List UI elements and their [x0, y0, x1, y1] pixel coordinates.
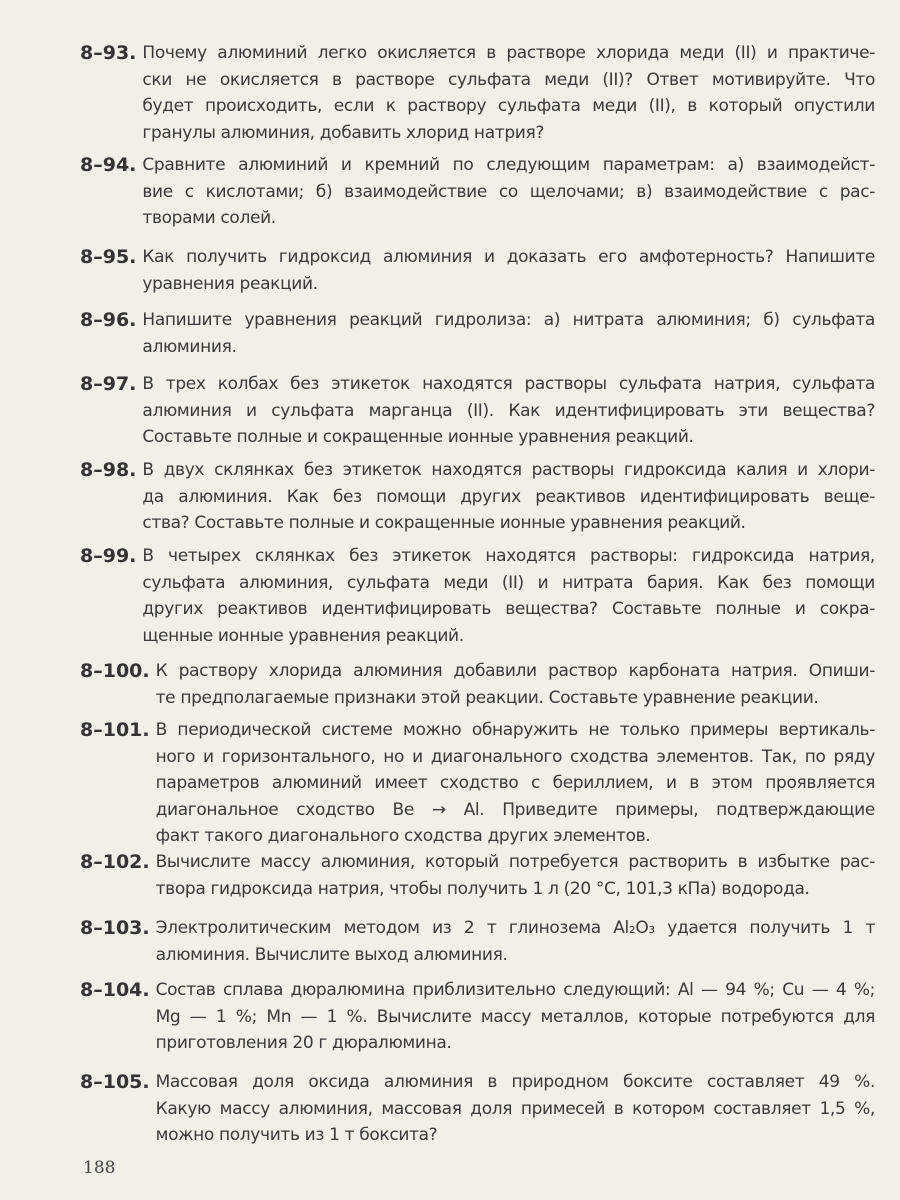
- text-line: Состав сплава дюралюмина приблизительно следующий: Al — 94 %; Cu — 4 %;: [155, 980, 875, 1000]
- problem-text: [142, 307, 875, 360]
- problem-895: [80, 244, 875, 297]
- text-line: В периодической системе можно обнаружить не только примеры вертикаль-: [155, 720, 875, 740]
- text-line: те предполагаемые признаки этой реакции. Составьте уравнение реакции.: [155, 687, 819, 708]
- text-line: Напишите уравнения реакций гидролиза: а) нитрата алюминия; б) сульфата: [142, 310, 875, 330]
- problem-number: 8–93.: [80, 42, 137, 64]
- problem-896: [80, 307, 875, 360]
- problem-8105: [80, 1069, 875, 1149]
- problem-893: [80, 40, 875, 146]
- problem-number: 8–94.: [80, 154, 137, 176]
- text-line: Mg — 1 %; Mn — 1 %. Вычислите массу металлов, которые потребуются для: [155, 1006, 875, 1027]
- problem-number: 8–99.: [80, 545, 137, 567]
- text-line: будет происходить, если к раствору сульфата меди (II), в который опустили: [142, 96, 875, 117]
- text-line: В двух склянках без этикеток находятся растворы гидроксида калия и хлори-: [142, 460, 875, 480]
- problem-number: 8–96.: [80, 309, 137, 331]
- text-line: творами солей.: [142, 208, 276, 229]
- problem-899: [80, 543, 875, 649]
- text-line: алюминия и сульфата марганца (II). Как идентифицировать эти вещества?: [142, 400, 875, 421]
- text-line: Массовая доля оксида алюминия в природном боксите составляет 49 %.: [155, 1072, 875, 1092]
- problem-8104: [80, 977, 875, 1057]
- text-line: алюминия. Вычислите выход алюминия.: [155, 944, 508, 965]
- problem-text: [156, 658, 875, 711]
- problem-number: 8–101.: [80, 719, 150, 741]
- text-line: Вычислите массу алюминия, который потребуется растворить в избытке рас-: [155, 852, 875, 872]
- problem-8101: [80, 717, 875, 850]
- problem-text: [156, 1069, 875, 1149]
- text-line: других реактивов идентифицировать вещества? Составьте полные и сокра-: [142, 599, 875, 620]
- page-number: 188: [83, 1158, 116, 1178]
- text-line: ства? Составьте полные и сокращенные ионные уравнения реакций.: [142, 513, 746, 534]
- text-line: параметров алюминий имеет сходство с бериллием, и в этом проявляется: [155, 773, 875, 794]
- problem-text: [142, 457, 875, 537]
- problem-text: [156, 915, 875, 968]
- problem-text: [142, 244, 875, 297]
- problem-894: [80, 152, 875, 232]
- text-line: Какую массу алюминия, массовая доля примесей в котором составляет 1,5 %,: [155, 1098, 875, 1119]
- problem-text: [142, 543, 875, 649]
- text-line: уравнения реакций.: [142, 273, 318, 294]
- problem-number: 8–105.: [80, 1071, 150, 1093]
- text-line: твора гидроксида натрия, чтобы получить 1 л (20 °С, 101,3 кПа) водорода.: [155, 878, 810, 899]
- text-line: диагональное сходство Be → Al. Приведите примеры, подтверждающие: [155, 799, 875, 820]
- problem-898: [80, 457, 875, 537]
- problem-text: [142, 152, 875, 232]
- text-line: гранулы алюминия, добавить хлорид натрия?: [142, 122, 545, 143]
- problem-8100: [80, 658, 875, 711]
- problem-text: [156, 977, 875, 1057]
- text-line: алюминия.: [142, 336, 237, 357]
- text-line: Почему алюминий легко окисляется в растворе хлорида меди (II) и практиче-: [142, 43, 875, 63]
- problem-897: [80, 371, 875, 451]
- problem-number: 8–102.: [80, 851, 150, 873]
- text-line: В трех колбах без этикеток находятся растворы сульфата натрия, сульфата: [142, 374, 875, 394]
- text-line: К раствору хлорида алюминия добавили раствор карбоната натрия. Опиши-: [155, 661, 875, 681]
- problem-8103: [80, 915, 875, 968]
- text-line: Как получить гидроксид алюминия и доказать его амфотерность? Напишите: [142, 247, 875, 267]
- text-line: щенные ионные уравнения реакций.: [142, 625, 464, 646]
- text-line: Составьте полные и сокращенные ионные уравнения реакций.: [142, 427, 694, 448]
- problem-number: 8–103.: [80, 917, 150, 939]
- text-line: Сравните алюминий и кремний по следующим параметрам: а) взаимодейст-: [142, 155, 875, 175]
- problem-number: 8–100.: [80, 660, 150, 682]
- problem-text: [156, 849, 875, 902]
- text-line: сульфата алюминия, сульфата меди (II) и нитрата бария. Как без помощи: [142, 572, 875, 593]
- problem-text: [156, 717, 875, 850]
- problem-text: [142, 371, 875, 451]
- text-line: факт такого диагонального сходства других элементов.: [155, 826, 651, 847]
- text-line: ски не окисляется в растворе сульфата меди (II)? Ответ мотивируйте. Что: [142, 69, 875, 90]
- text-line: можно получить из 1 т боксита?: [155, 1125, 438, 1146]
- text-line: В четырех склянках без этикеток находятся растворы: гидроксида натрия,: [142, 546, 875, 566]
- text-line: да алюминия. Как без помощи других реактивов идентифицировать веще-: [142, 486, 875, 507]
- text-line: вие с кислотами; б) взаимодействие со щелочами; в) взаимодействие с рас-: [142, 181, 875, 202]
- text-line: приготовления 20 г дюралюмина.: [155, 1033, 452, 1054]
- problem-number: 8–95.: [80, 246, 137, 268]
- text-line: Электролитическим методом из 2 т глинозема Al₂O₃ удается получить 1 т: [155, 918, 875, 938]
- problem-number: 8–104.: [80, 979, 150, 1001]
- text-line: ного и горизонтального, но и диагонального сходства элементов. Так, по ряду: [155, 746, 875, 767]
- problem-8102: [80, 849, 875, 902]
- problem-number: 8–97.: [80, 373, 137, 395]
- problem-text: [142, 40, 875, 146]
- problem-number: 8–98.: [80, 459, 137, 481]
